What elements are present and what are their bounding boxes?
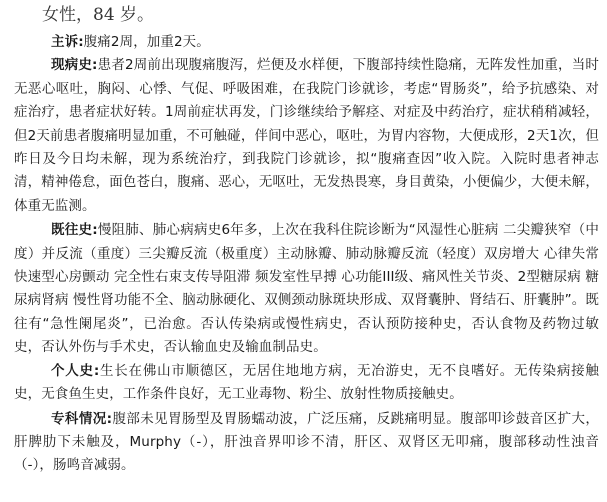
past-history-section (14, 219, 599, 359)
present-illness-label: 现病史: (51, 57, 98, 74)
medical-record (14, 0, 599, 478)
present-illness-text: 患者2周前出现腹痛腹泻，烂便及水样便，下腹部持续性隐痛，无阵发性加重，当时无恶心呕吐，胸闷、心悸、气促、呼吸困难，在我院门诊就诊，考虑“胃肠炎”，给予抗感染、对症治疗，患者症状好转。1周前症状再发，门诊继续给予解痉、对症及中药治疗，症状稍稍减轻，但2天前患者腹痛明显加重，不可触碰，伴间中恶心，呕吐，为胃内容物，大便成形，2天1次，但昨日及今日均未解，现为系统治疗，到我院门诊就诊，拟“腹痛查因”收入院。入院时患者神志清，精神倦怠，面色苍白，腹痛、恶心，无呕吐，无发热畏寒，身目黄染，小便偏少，大便未解，体重无监测。 (14, 57, 599, 214)
past-history-label: 既往史: (51, 222, 98, 239)
specialty-exam-label: 专科情况: (51, 410, 113, 427)
chief-complaint-label: 主诉: (51, 34, 84, 50)
personal-history-text: 生长在佛山市顺德区，无居住地地方病，无冶游史，无不良嗜好。无传染病接触史，无食鱼生史，工作条件良好，无工业毒物、粉尘、放射性物质接触史。 (14, 362, 599, 403)
chief-complaint-section (14, 31, 599, 54)
specialty-exam-text: 腹部未见胃肠型及胃肠蠕动波，广泛压痛，反跳痛明显。腹部叩诊鼓音区扩大，肝脾肋下未触及，Murphy（-），肝浊音界叩诊不清，肝区、双肾区无叩痛，腹部移动性浊音（-），肠鸣音减弱。 (14, 410, 599, 474)
past-history-text: 慢阻肺、肺心病病史6年多，上次在我科住院诊断为“风湿性心脏病 二尖瓣狭窄（中度）并反流（重度）三尖瓣反流（极重度）主动脉瓣、肺动脉瓣反流（轻度）双房增大 心律失常 快速型心房颤动 完全性右束支传导阻滞 频发室性早搏 心功能III级、痛风性关节炎、2型糖尿病 糖尿病肾病 慢性肾功能不全、脑动脉硬化、双侧颈动脉斑块形成、双肾囊肿、肾结石、肝囊肿”。既往有“急性阑尾炎”，已治愈。否认传染病或慢性病史，否认预防接种史，否认食物及药物过敏史，否认外伤与手术史，否认输血史及输血制品史。 (14, 222, 599, 356)
present-illness-section (14, 54, 599, 218)
specialty-exam-section (14, 408, 599, 478)
personal-history-label: 个人史: (51, 362, 100, 379)
chief-complaint-text: 腹痛2周，加重2天。 (83, 34, 210, 50)
patient-intro: 女性，84 岁。 (42, 5, 155, 25)
personal-history-section (14, 360, 599, 407)
